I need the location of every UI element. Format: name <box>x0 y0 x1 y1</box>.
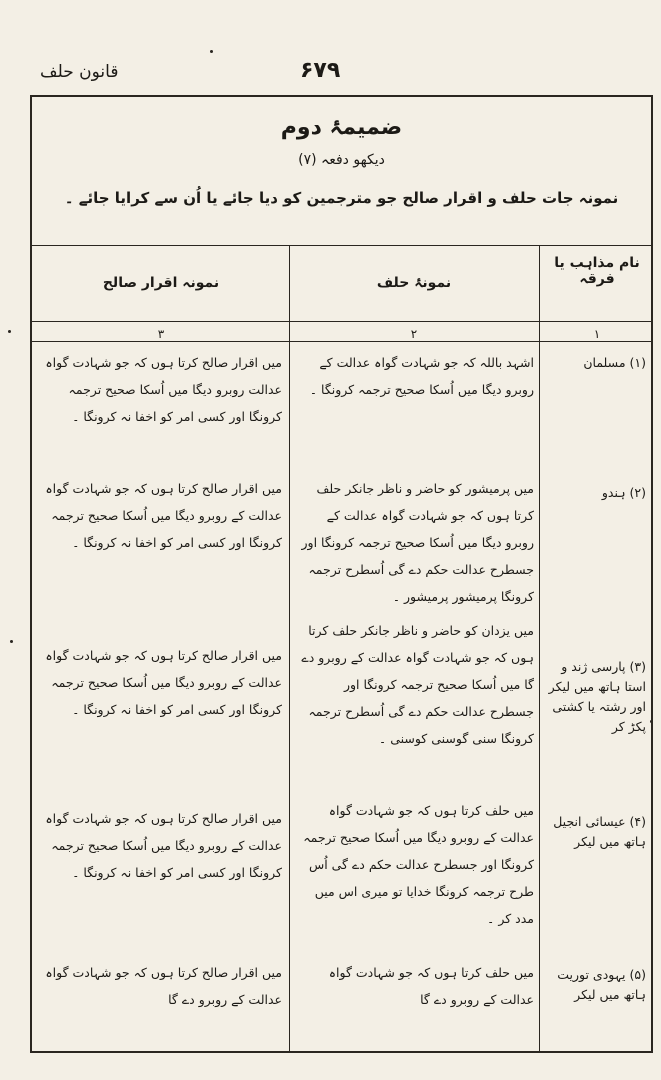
oath-text: میں حلف کرتا ہوں کہ جو شہادت گواہ عدالت کے روبرو دے گا <box>328 965 534 1007</box>
religion-label: (۵) یہودی توریت ہاتھ میں لیکر <box>557 967 646 1002</box>
affirmation-text: میں اقرار صالح کرتا ہوں کہ جو شہادت گواہ عدالت کے روبرو دیگا میں اُسکا صحیح ترجمہ کرونگا اور کسی امر کو اخفا نہ کرونگا ۔ <box>45 648 282 717</box>
running-title: قانون حلف <box>40 62 119 82</box>
col-header-affirmation: نمونہ اقرار صالح <box>102 275 220 291</box>
col-number: ۱ <box>593 327 601 341</box>
oath-text: میں حلف کرتا ہوں کہ جو شہادت گواہ عدالت کے روبرو دیگا میں اُسکا صحیح ترجمہ کرونگا اور جسطرح عدالت حکم دے گی اُس طرح ترجمہ کرونگا خدایا تو میری اس میں مدد کر ۔ <box>303 803 534 926</box>
oath-text: میں یزدان کو حاضر و ناظر جانکر حلف کرتا ہوں کہ جو شہادت گواہ عدالت کے روبرو دے گا میں اُسکا صحیح ترجمہ کرونگا اور جسطرح عدالت حکم دے گی اُسطرح ترجمہ کرونگا سنی گوسنی کوسنی ۔ <box>301 623 534 746</box>
speck <box>210 50 213 53</box>
religion-label: (۴) عیسائی انجیل ہاتھ میں لیکر <box>553 814 646 849</box>
appendix-title: ضمیمۂ دوم <box>280 115 403 140</box>
affirmation-text: میں اقرار صالح کرتا ہوں کہ جو شہادت گواہ عدالت روبرو دیگا میں اُسکا صحیح ترجمہ کرونگا اور کسی امر کو اخفا نہ کرونگا ۔ <box>45 355 282 424</box>
appendix-heading: نمونہ جات حلف و اقرار صالح جو مترجمین کو دیا جائے یا اُن سے کرایا جائے ۔ <box>64 189 619 207</box>
affirmation-text: میں اقرار صالح کرتا ہوں کہ جو شہادت گواہ عدالت کے روبرو دے گا <box>45 965 282 1007</box>
col-header-religion: نام مذاہب یا فرقہ <box>554 255 640 287</box>
religion-label: (۲) ہندو <box>601 485 646 500</box>
affirmation-text: میں اقرار صالح کرتا ہوں کہ جو شہادت گواہ عدالت کے روبرو دیگا میں اُسکا صحیح ترجمہ کرونگا اور کسی امر کو اخفا نہ کرونگا ۔ <box>45 481 282 550</box>
speck <box>10 640 13 643</box>
col-number: ۲ <box>410 327 418 341</box>
page-number: ۶۷۹ <box>300 58 341 83</box>
speck <box>8 330 11 333</box>
col-number: ۳ <box>157 327 165 341</box>
column-divider <box>289 245 290 1051</box>
appendix-subtitle: دیکھو دفعہ (۷) <box>298 152 385 168</box>
oath-text: میں پرمیشور کو حاضر و ناظر جانکر حلف کرتا ہوں کہ جو شہادت گواہ عدالت کے روبرو دیگا میں اُسکا صحیح ترجمہ کرونگا اور جسطرح عدالت حکم دے گی اُسطرح ترجمہ کرونگا پرمیشور پرمیشور ۔ <box>301 481 534 604</box>
affirmation-text: میں اقرار صالح کرتا ہوں کہ جو شہادت گواہ عدالت کے روبرو دیگا میں اُسکا صحیح ترجمہ کرونگا اور کسی امر کو اخفا نہ کرونگا ۔ <box>45 811 282 880</box>
table-top-rule <box>32 245 651 246</box>
oath-text: اشہد باللہ کہ جو شہادت گواہ عدالت کے روبرو دیگا میں اُسکا صحیح ترجمہ کرونگا ۔ <box>309 355 534 397</box>
appendix-frame <box>30 95 653 1053</box>
number-rule <box>32 341 651 342</box>
col-header-oath: نمونۂ حلف <box>376 275 452 291</box>
religion-label: (۳) پارسی ژند و استا ہاتھ میں لیکر اور رشتہ یا کشتی پکڑ کر <box>548 659 646 734</box>
religion-label: (۱) مسلمان <box>583 355 646 370</box>
header-rule <box>32 321 651 322</box>
column-divider <box>539 245 540 1051</box>
